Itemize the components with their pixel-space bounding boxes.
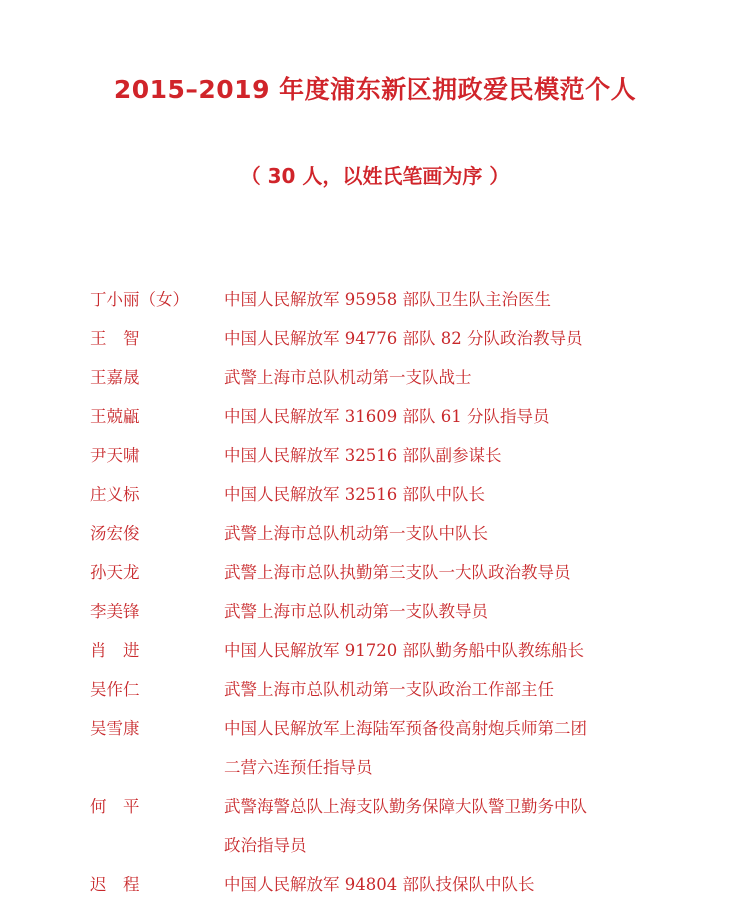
list-item bbox=[90, 592, 730, 631]
person-unit-position bbox=[224, 592, 730, 631]
description-line: 中国人民解放军 31609 部队 61 分队指导员 bbox=[224, 407, 550, 426]
list-item bbox=[90, 631, 730, 670]
person-name: 何 平 bbox=[90, 797, 140, 816]
list-item bbox=[90, 553, 730, 592]
person-unit-position bbox=[224, 631, 730, 670]
person-name: 吴雪康 bbox=[90, 719, 140, 738]
person-name: 李美锋 bbox=[90, 602, 140, 621]
description-line: 中国人民解放军 32516 部队副参谋长 bbox=[224, 446, 502, 465]
description-line: 武警上海市总队执勤第三支队一大队政治教导员 bbox=[224, 563, 571, 582]
document-subtitle: （ 30 人，以姓氏笔画为序 ） bbox=[240, 164, 510, 188]
description-line: 中国人民解放军 32516 部队中队长 bbox=[224, 485, 485, 504]
description-line: 中国人民解放军 94776 部队 82 分队政治教导员 bbox=[224, 329, 583, 348]
person-unit-position bbox=[224, 475, 730, 514]
person-unit-position bbox=[224, 514, 730, 553]
person-unit-position bbox=[224, 787, 730, 865]
description-line: 政治指导员 bbox=[224, 836, 307, 855]
person-name: 孙天龙 bbox=[90, 563, 140, 582]
description-line: 中国人民解放军上海陆军预备役高射炮兵师第二团 bbox=[224, 719, 587, 738]
document-title: 2015–2019 年度浦东新区拥政爱民模范个人 bbox=[113, 75, 637, 104]
list-item bbox=[90, 787, 730, 865]
list-item bbox=[90, 865, 730, 904]
description-line: 中国人民解放军 91720 部队勤务船中队教练船长 bbox=[224, 641, 584, 660]
honoree-list bbox=[90, 280, 730, 904]
list-item bbox=[90, 358, 730, 397]
description-line: 中国人民解放军 95958 部队卫生队主治医生 bbox=[224, 290, 551, 309]
person-unit-position bbox=[224, 553, 730, 592]
person-name: 尹天啸 bbox=[90, 446, 140, 465]
list-item bbox=[90, 436, 730, 475]
description-line: 武警上海市总队机动第一支队政治工作部主任 bbox=[224, 680, 554, 699]
description-line: 武警海警总队上海支队勤务保障大队警卫勤务中队 bbox=[224, 797, 587, 816]
person-unit-position bbox=[224, 436, 730, 475]
person-name: 汤宏俊 bbox=[90, 524, 140, 543]
person-name: 庄义标 bbox=[90, 485, 140, 504]
person-unit-position bbox=[224, 709, 730, 787]
list-item bbox=[90, 514, 730, 553]
person-name: 王嘉晟 bbox=[90, 368, 140, 387]
description-line: 二营六连预任指导员 bbox=[224, 758, 373, 777]
person-unit-position bbox=[224, 397, 730, 436]
description-line: 武警上海市总队机动第一支队战士 bbox=[224, 368, 472, 387]
list-item bbox=[90, 397, 730, 436]
description-line: 中国人民解放军 94804 部队技保队中队长 bbox=[224, 875, 535, 894]
person-name: 王 智 bbox=[90, 329, 140, 348]
person-unit-position bbox=[224, 670, 730, 709]
person-name: 迟 程 bbox=[90, 875, 140, 894]
description-line: 武警上海市总队机动第一支队教导员 bbox=[224, 602, 488, 621]
list-item bbox=[90, 280, 730, 319]
person-unit-position bbox=[224, 280, 730, 319]
list-item bbox=[90, 475, 730, 514]
person-unit-position bbox=[224, 358, 730, 397]
person-name: 王兢甂 bbox=[90, 407, 140, 426]
list-item bbox=[90, 319, 730, 358]
person-name: 吴作仁 bbox=[90, 680, 140, 699]
person-name: 丁小丽（女） bbox=[90, 290, 189, 309]
description-line: 武警上海市总队机动第一支队中队长 bbox=[224, 524, 488, 543]
person-unit-position bbox=[224, 865, 730, 904]
person-unit-position bbox=[224, 319, 730, 358]
list-item bbox=[90, 670, 730, 709]
list-item bbox=[90, 709, 730, 787]
person-name: 肖 进 bbox=[90, 641, 140, 660]
